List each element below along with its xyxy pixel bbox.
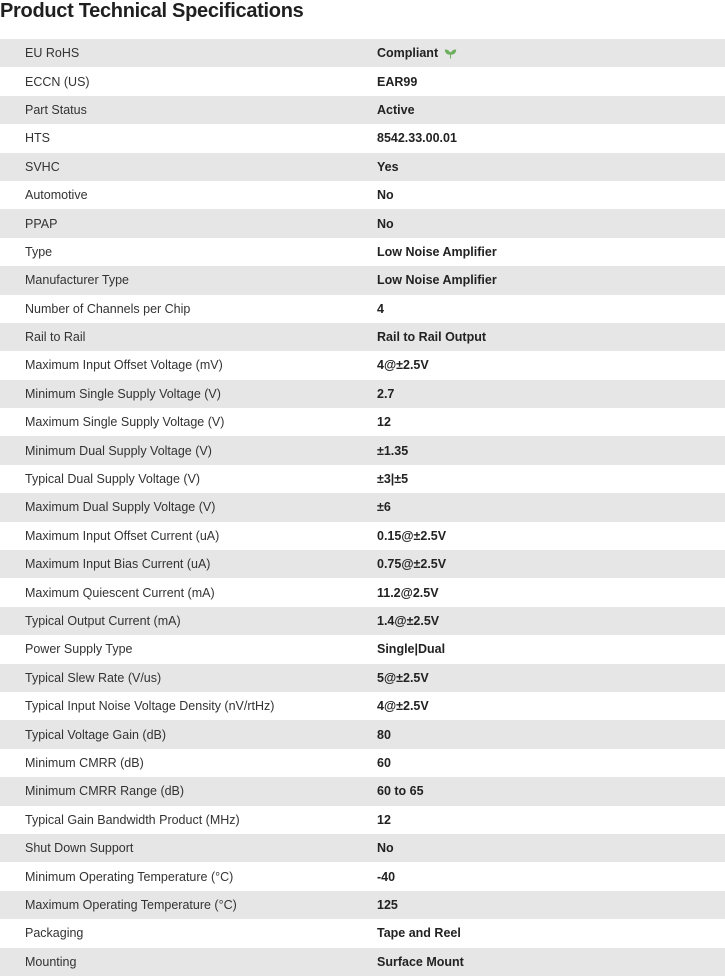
spec-value: No bbox=[377, 841, 394, 856]
spec-value-cell bbox=[377, 436, 725, 464]
spec-label: Power Supply Type bbox=[25, 642, 133, 657]
spec-label: Mounting bbox=[25, 954, 77, 969]
spec-row bbox=[0, 351, 725, 379]
spec-value: 4@±2.5V bbox=[377, 358, 429, 373]
spec-label: Packaging bbox=[25, 926, 84, 941]
spec-value: Active bbox=[377, 102, 415, 117]
spec-value-cell bbox=[377, 96, 725, 124]
spec-row bbox=[0, 720, 725, 748]
spec-row bbox=[0, 834, 725, 862]
spec-value-cell bbox=[377, 295, 725, 323]
spec-value-cell bbox=[377, 664, 725, 692]
spec-label: Maximum Input Bias Current (uA) bbox=[25, 557, 211, 572]
spec-value-cell bbox=[377, 380, 725, 408]
spec-value: 11.2@2.5V bbox=[377, 585, 439, 600]
spec-row bbox=[0, 493, 725, 521]
spec-row bbox=[0, 948, 725, 976]
spec-value: 12 bbox=[377, 415, 391, 430]
specifications-table-body bbox=[0, 39, 725, 976]
spec-row bbox=[0, 238, 725, 266]
spec-value-cell bbox=[377, 238, 725, 266]
spec-value-cell bbox=[377, 493, 725, 521]
spec-value: 8542.33.00.01 bbox=[377, 131, 457, 146]
spec-row bbox=[0, 465, 725, 493]
spec-row bbox=[0, 96, 725, 124]
spec-label: Minimum Dual Supply Voltage (V) bbox=[25, 443, 212, 458]
spec-label: Maximum Input Offset Current (uA) bbox=[25, 528, 220, 543]
spec-row bbox=[0, 550, 725, 578]
spec-value: 4 bbox=[377, 301, 384, 316]
spec-value-cell bbox=[377, 124, 725, 152]
spec-value: 5@±2.5V bbox=[377, 670, 429, 685]
spec-value: Rail to Rail Output bbox=[377, 330, 487, 345]
spec-label: Typical Slew Rate (V/us) bbox=[25, 670, 162, 685]
spec-value: Tape and Reel bbox=[377, 926, 461, 941]
spec-row bbox=[0, 692, 725, 720]
spec-row bbox=[0, 266, 725, 294]
spec-label: Automotive bbox=[25, 188, 88, 203]
spec-value-cell bbox=[377, 408, 725, 436]
spec-row bbox=[0, 408, 725, 436]
spec-label: EU RoHS bbox=[25, 46, 80, 61]
spec-row bbox=[0, 919, 725, 947]
spec-row bbox=[0, 295, 725, 323]
spec-value-cell bbox=[377, 522, 725, 550]
spec-value-cell bbox=[377, 153, 725, 181]
spec-label: HTS bbox=[25, 131, 50, 146]
page-title: Product Technical Specifications bbox=[0, 0, 304, 22]
spec-value: EAR99 bbox=[377, 74, 418, 89]
spec-row bbox=[0, 777, 725, 805]
spec-value: 12 bbox=[377, 812, 391, 827]
spec-value: 0.15@±2.5V bbox=[377, 528, 447, 543]
spec-row bbox=[0, 578, 725, 606]
spec-value: No bbox=[377, 188, 394, 203]
spec-value: 60 to 65 bbox=[377, 784, 424, 799]
spec-value-cell bbox=[377, 67, 725, 95]
spec-value-cell bbox=[377, 777, 725, 805]
spec-row bbox=[0, 749, 725, 777]
spec-label: Typical Gain Bandwidth Product (MHz) bbox=[25, 812, 240, 827]
spec-label: Manufacturer Type bbox=[25, 273, 129, 288]
spec-row bbox=[0, 862, 725, 890]
spec-label: Shut Down Support bbox=[25, 841, 134, 856]
spec-row bbox=[0, 522, 725, 550]
spec-label: PPAP bbox=[25, 216, 58, 231]
spec-value-cell bbox=[377, 465, 725, 493]
spec-value: Low Noise Amplifier bbox=[377, 244, 497, 259]
spec-value: 4@±2.5V bbox=[377, 699, 429, 714]
spec-value-cell bbox=[377, 806, 725, 834]
spec-value: No bbox=[377, 216, 394, 231]
spec-row bbox=[0, 806, 725, 834]
spec-label: Typical Voltage Gain (dB) bbox=[25, 727, 167, 742]
spec-row bbox=[0, 891, 725, 919]
spec-value-cell bbox=[377, 948, 725, 976]
spec-label: SVHC bbox=[25, 159, 60, 174]
spec-label: Minimum Operating Temperature (°C) bbox=[25, 869, 234, 884]
spec-row bbox=[0, 380, 725, 408]
spec-value: 0.75@±2.5V bbox=[377, 557, 447, 572]
spec-label: Rail to Rail bbox=[25, 330, 86, 345]
spec-value: 1.4@±2.5V bbox=[377, 614, 440, 628]
spec-label: Minimum CMRR (dB) bbox=[25, 755, 144, 770]
spec-label: Minimum CMRR Range (dB) bbox=[25, 784, 185, 799]
leaf-icon bbox=[444, 48, 457, 59]
spec-row bbox=[0, 67, 725, 95]
spec-label: Part Status bbox=[25, 102, 87, 117]
spec-value: 2.7 bbox=[377, 386, 395, 401]
spec-value: ±1.35 bbox=[377, 443, 409, 458]
spec-label: Maximum Quiescent Current (mA) bbox=[25, 585, 215, 600]
spec-value: Single|Dual bbox=[377, 642, 446, 657]
spec-value-cell bbox=[377, 607, 725, 635]
spec-value-cell bbox=[377, 209, 725, 237]
spec-value-cell bbox=[377, 635, 725, 663]
spec-label: Maximum Single Supply Voltage (V) bbox=[25, 415, 225, 430]
spec-value-cell bbox=[377, 862, 725, 890]
spec-row bbox=[0, 436, 725, 464]
spec-value-cell bbox=[377, 720, 725, 748]
spec-label: Number of Channels per Chip bbox=[25, 301, 191, 316]
spec-value-cell bbox=[377, 834, 725, 862]
spec-row bbox=[0, 39, 725, 67]
spec-value: Compliant bbox=[377, 46, 439, 61]
spec-value-cell bbox=[377, 181, 725, 209]
spec-value-cell bbox=[377, 550, 725, 578]
spec-label: Typical Input Noise Voltage Density (nV/rtHz) bbox=[25, 699, 275, 714]
spec-row bbox=[0, 181, 725, 209]
spec-row bbox=[0, 607, 725, 635]
spec-value-cell bbox=[377, 351, 725, 379]
spec-value: Surface Mount bbox=[377, 954, 464, 969]
spec-value-cell bbox=[377, 266, 725, 294]
spec-value-cell bbox=[377, 919, 725, 947]
spec-row bbox=[0, 635, 725, 663]
spec-value-cell bbox=[377, 323, 725, 351]
spec-label: Maximum Input Offset Voltage (mV) bbox=[25, 358, 223, 373]
spec-label: Maximum Dual Supply Voltage (V) bbox=[25, 500, 216, 515]
spec-value-cell bbox=[377, 39, 725, 67]
spec-value-cell bbox=[377, 891, 725, 919]
spec-value: 125 bbox=[377, 897, 398, 912]
specifications-table bbox=[0, 39, 725, 976]
spec-label: Typical Output Current (mA) bbox=[25, 614, 181, 628]
spec-value-cell bbox=[377, 749, 725, 777]
spec-value: ±6 bbox=[377, 500, 391, 515]
spec-value-cell bbox=[377, 692, 725, 720]
spec-label: Type bbox=[25, 244, 53, 259]
spec-value-cell bbox=[377, 578, 725, 606]
spec-row bbox=[0, 153, 725, 181]
spec-value: Low Noise Amplifier bbox=[377, 273, 497, 288]
spec-value: 60 bbox=[377, 755, 391, 770]
spec-label: Typical Dual Supply Voltage (V) bbox=[25, 472, 201, 487]
spec-value: ±3|±5 bbox=[377, 472, 409, 487]
spec-value: -40 bbox=[377, 869, 396, 884]
spec-label: Minimum Single Supply Voltage (V) bbox=[25, 386, 221, 401]
spec-row bbox=[0, 124, 725, 152]
spec-row bbox=[0, 664, 725, 692]
spec-row bbox=[0, 209, 725, 237]
spec-value: Yes bbox=[377, 159, 399, 174]
spec-value: 80 bbox=[377, 727, 391, 742]
spec-label: ECCN (US) bbox=[25, 74, 90, 89]
spec-row bbox=[0, 323, 725, 351]
spec-label: Maximum Operating Temperature (°C) bbox=[25, 897, 237, 912]
